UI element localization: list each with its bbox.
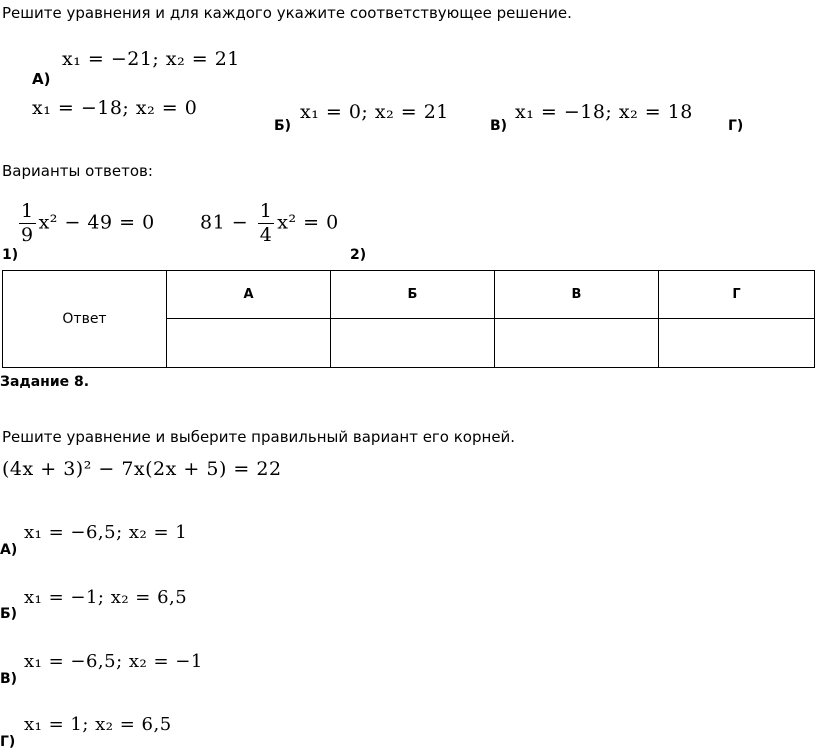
variants-title: Варианты ответов: [2, 162, 153, 180]
task8-option-v-math: x₁ = −6,5; x₂ = −1 [24, 651, 203, 672]
task8-option-b-math: x₁ = −1; x₂ = 6,5 [24, 587, 188, 608]
task7-instruction: Решите уравнения и для каждого укажите соответствующее решение. [2, 4, 572, 22]
solution-a-math: x₁ = −21; x₂ = 21 [62, 48, 240, 70]
fraction-1-9 [19, 202, 36, 245]
answer-cell-a[interactable] [167, 319, 331, 368]
task8-option-v-label: В) [0, 671, 18, 687]
equation-2 [200, 202, 339, 245]
task8-option-g-math: x₁ = 1; x₂ = 6,5 [24, 714, 172, 735]
fraction-denominator: 9 [21, 224, 34, 246]
answer-column-b: Б [331, 271, 495, 319]
equation-1-rest: x² − 49 = 0 [38, 211, 155, 234]
task8-instruction: Решите уравнение и выберите правильный вариант его корней. [2, 428, 516, 446]
solution-unlabeled-math: x₁ = −18; x₂ = 0 [32, 97, 198, 119]
answer-cell-v[interactable] [495, 319, 659, 368]
answer-cell-b[interactable] [331, 319, 495, 368]
solution-b-math: x₁ = 0; x₂ = 21 [300, 101, 449, 123]
answer-row-label: Ответ [3, 271, 167, 368]
fraction-denominator: 4 [259, 224, 273, 246]
solution-g-label: Г) [728, 118, 744, 134]
task8-option-b-label: Б) [0, 606, 18, 622]
answer-cell-g[interactable] [659, 319, 815, 368]
answer-column-a: А [167, 271, 331, 319]
solution-v-math: x₁ = −18; x₂ = 18 [515, 101, 693, 123]
task8-heading: Задание 8. [0, 374, 90, 390]
solution-b-label: Б) [274, 118, 292, 134]
answer-column-g: Г [659, 271, 815, 319]
equation-2-label: 2) [350, 247, 367, 263]
task8-option-g-label: Г) [0, 734, 16, 750]
fraction-numerator: 1 [259, 200, 273, 222]
fraction-numerator: 1 [21, 200, 34, 222]
task8-equation: (4x + 3)² − 7x(2x + 5) = 22 [2, 458, 282, 480]
equation-2-rest: x² = 0 [277, 211, 339, 234]
solution-v-label: В) [490, 118, 508, 134]
answer-column-v: В [495, 271, 659, 319]
answer-table [2, 270, 815, 368]
equation-2-lead: 81 − [200, 211, 249, 234]
task8-option-a-math: x₁ = −6,5; x₂ = 1 [24, 522, 188, 543]
equation-1-label: 1) [2, 247, 19, 263]
task8-option-a-label: А) [0, 542, 18, 558]
equation-1 [16, 202, 155, 245]
solution-a-label: А) [32, 70, 51, 88]
fraction-1-4 [258, 202, 275, 245]
